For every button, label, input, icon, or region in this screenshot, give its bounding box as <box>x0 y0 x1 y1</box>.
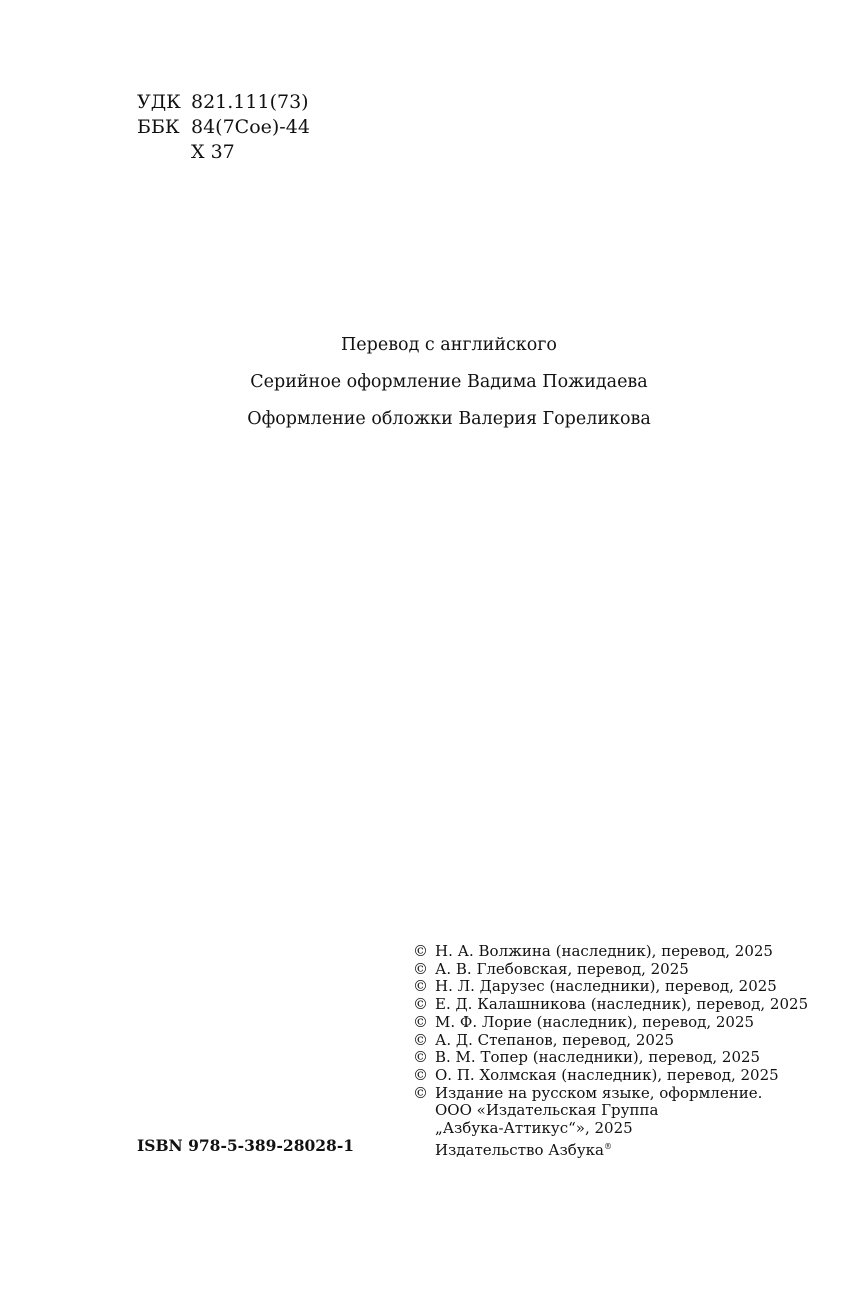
copyright-text: Е. Д. Калашникова (наследник), перевод, 2025 <box>435 995 809 1014</box>
copyright-text: В. М. Топер (наследники), перевод, 2025 <box>435 1048 761 1067</box>
author-mark-row <box>137 140 310 165</box>
copyright-entry <box>413 978 808 996</box>
copyright-entry <box>413 1049 808 1067</box>
copyright-text: О. П. Холмская (наследник), перевод, 2025 <box>435 1065 779 1084</box>
cover-design-credit: Оформление обложки Валерия Гореликова <box>247 409 651 429</box>
copyright-entry <box>413 1085 808 1103</box>
copyright-symbol: © <box>413 1083 428 1102</box>
udk-row <box>137 90 310 115</box>
copyright-symbol: © <box>413 1030 428 1049</box>
copyright-symbol: © <box>413 1048 428 1067</box>
copyright-block <box>413 943 808 1159</box>
author-mark: Х 37 <box>191 141 235 163</box>
copyright-entry <box>413 943 808 961</box>
copyright-symbol: © <box>413 942 428 960</box>
copyright-text: Н. А. Волжина (наследник), перевод, 2025 <box>435 942 773 960</box>
copyright-symbol: © <box>413 977 428 996</box>
udk-value: 821.111(73) <box>191 91 309 113</box>
imprint-name: Издательство Азбука <box>435 1140 604 1159</box>
copyright-text: Издание на русском языке, оформление. <box>435 1083 763 1102</box>
copyright-text: А. Д. Степанов, перевод, 2025 <box>435 1030 675 1049</box>
bbk-label: ББК <box>137 116 180 138</box>
bbk-row <box>137 115 310 140</box>
publisher-line-imprint <box>413 1138 808 1160</box>
udk-label: УДК <box>137 91 181 113</box>
copyright-symbol: © <box>413 1012 428 1031</box>
copyright-entry <box>413 1032 808 1050</box>
copyright-text: А. В. Глебовская, перевод, 2025 <box>435 959 689 978</box>
translation-credit: Перевод с английского <box>341 335 557 355</box>
copyright-entry <box>413 1067 808 1085</box>
copyright-symbol: © <box>413 1065 428 1084</box>
series-design-credit: Серийное оформление Вадима Пожидаева <box>250 372 648 392</box>
copyright-symbol: © <box>413 959 428 978</box>
copyright-entry <box>413 961 808 979</box>
copyright-text: Н. Л. Дарузес (наследники), перевод, 2025 <box>435 977 777 996</box>
credits-block <box>0 327 856 438</box>
copyright-symbol: © <box>413 995 428 1014</box>
classification-block <box>137 90 310 165</box>
publisher-line: „Азбука-Аттикус“», 2025 <box>435 1119 633 1138</box>
copyright-entry <box>413 996 808 1014</box>
bbk-value: 84(7Сое)-44 <box>191 116 310 138</box>
copyright-entry <box>413 1014 808 1032</box>
publisher-line: ООО «Издательская Группа <box>435 1101 659 1120</box>
registered-mark: ® <box>603 1141 612 1151</box>
copyright-text: М. Ф. Лорие (наследник), перевод, 2025 <box>435 1012 755 1031</box>
isbn: ISBN 978-5-389-28028-1 <box>137 1136 355 1155</box>
